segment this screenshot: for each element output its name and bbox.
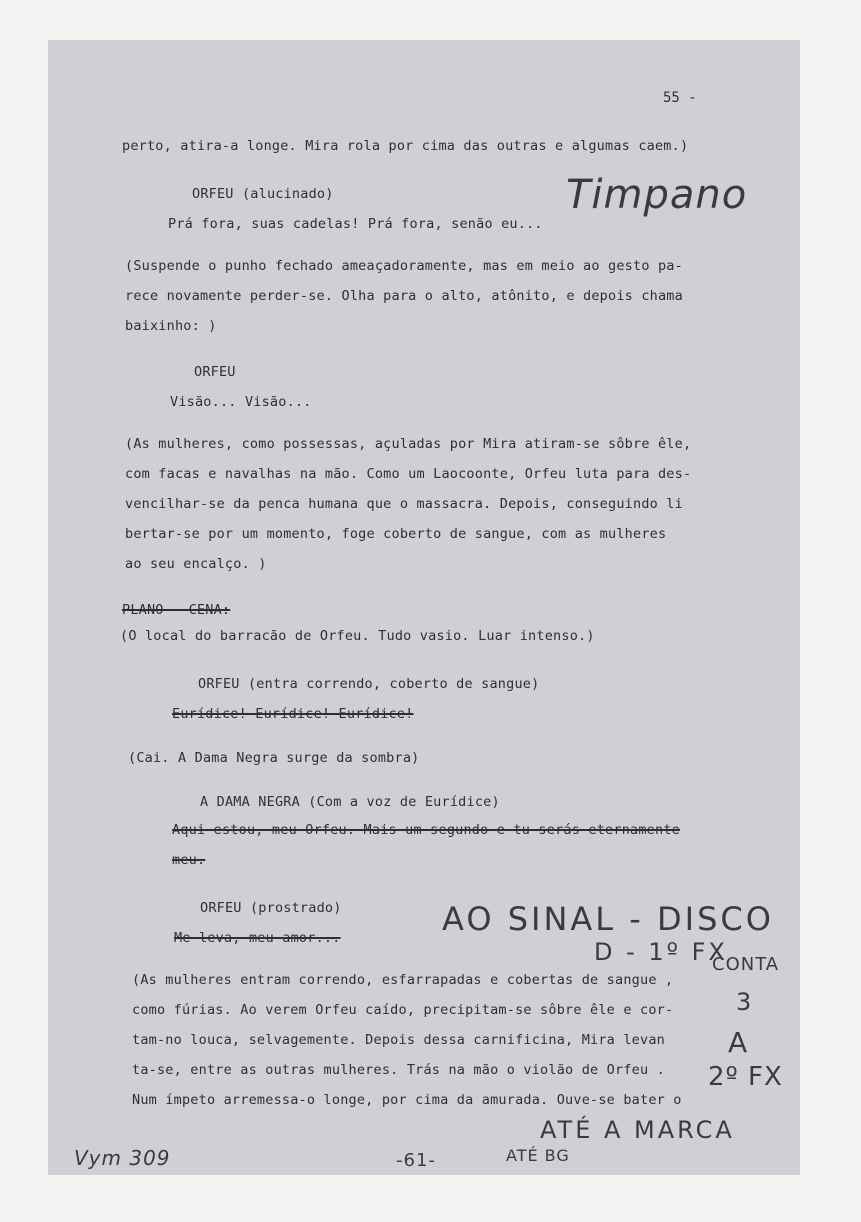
stage-direction: (As mulheres entram correndo, esfarrapadas e cobertas de sangue , (132, 972, 674, 988)
stage-direction: com facas e navalhas na mão. Como um Laocoonte, Orfeu luta para des- (125, 466, 692, 482)
stage-direction: (As mulheres, como possessas, açuladas por Mira atiram-se sôbre êle, (125, 436, 692, 452)
dialogue-line: Prá fora, suas cadelas! Prá fora, senão eu... (168, 216, 543, 232)
stage-direction: ta-se, entre as outras mulheres. Trás na mão o violão de Orfeu . (132, 1062, 665, 1078)
handwritten-timpano: Timpano (566, 172, 748, 218)
character-cue: A DAMA NEGRA (Com a voz de Eurídice) (200, 794, 500, 810)
stage-direction: baixinho: ) (125, 318, 217, 334)
stage-direction: bertar-se por um momento, foge coberto de sangue, com as mulheres (125, 526, 667, 542)
character-cue: ORFEU (alucinado) (192, 186, 334, 202)
character-cue: ORFEU (entra correndo, coberto de sangue) (198, 676, 540, 692)
handwritten-2-fx: 2º FX (708, 1062, 783, 1092)
handwritten-bottom-page-number: -61- (396, 1150, 436, 1171)
handwritten-ao-sinal-disco: AO SINAL - DISCO (442, 900, 774, 938)
character-cue: ORFEU (194, 364, 236, 380)
stage-direction: (Suspende o punho fechado ameaçadoramente, mas em meio ao gesto pa- (125, 258, 683, 274)
dialogue-line: Aqui estou, meu Orfeu. Mais um segundo e tu serás eternamente (172, 822, 680, 838)
dialogue-line: meu. (172, 852, 206, 868)
stage-direction: tam-no louca, selvagemente. Depois dessa carnificina, Mira levan (132, 1032, 665, 1048)
stage-direction: Num ímpeto arremessa-o longe, por cima da amurada. Ouve-se bater o (132, 1092, 682, 1108)
stage-direction: como fúrias. Ao verem Orfeu caído, precipitam-se sôbre êle e cor- (132, 1002, 674, 1018)
scene-heading: PLANO - CENA: (122, 602, 231, 618)
dialogue-line: Eurídice! Eurídice! Eurídice! (172, 706, 414, 722)
script-line: perto, atira-a longe. Mira rola por cima das outras e algumas caem.) (122, 138, 689, 154)
handwritten-three: 3 (736, 988, 755, 1016)
stage-direction: vencilhar-se da penca humana que o massacra. Depois, conseguindo li (125, 496, 683, 512)
stage-direction: (Cai. A Dama Negra surge da sombra) (128, 750, 420, 766)
stage-direction: ao seu encalço. ) (125, 556, 267, 572)
stage-direction: rece novamente perder-se. Olha para o alto, atônito, e depois chama (125, 288, 683, 304)
character-cue: ORFEU (prostrado) (200, 900, 342, 916)
handwritten-a: A (728, 1026, 751, 1059)
dialogue-line: Visão... Visão... (170, 394, 312, 410)
dialogue-line: Me leva, meu amor... (174, 930, 341, 946)
handwritten-ate-a-marca: ATÉ A MARCA (540, 1116, 735, 1144)
scene-description: (O local do barracão de Orfeu. Tudo vasio. Luar intenso.) (120, 628, 595, 644)
handwritten-conta: CONTA (712, 954, 780, 975)
handwritten-d-fx: D - 1º FX (594, 938, 728, 966)
handwritten-ate-bg: ATÉ BG (506, 1146, 570, 1165)
handwritten-bottom-left: Vym 309 (74, 1146, 171, 1170)
page-number: 55 - (663, 90, 697, 106)
